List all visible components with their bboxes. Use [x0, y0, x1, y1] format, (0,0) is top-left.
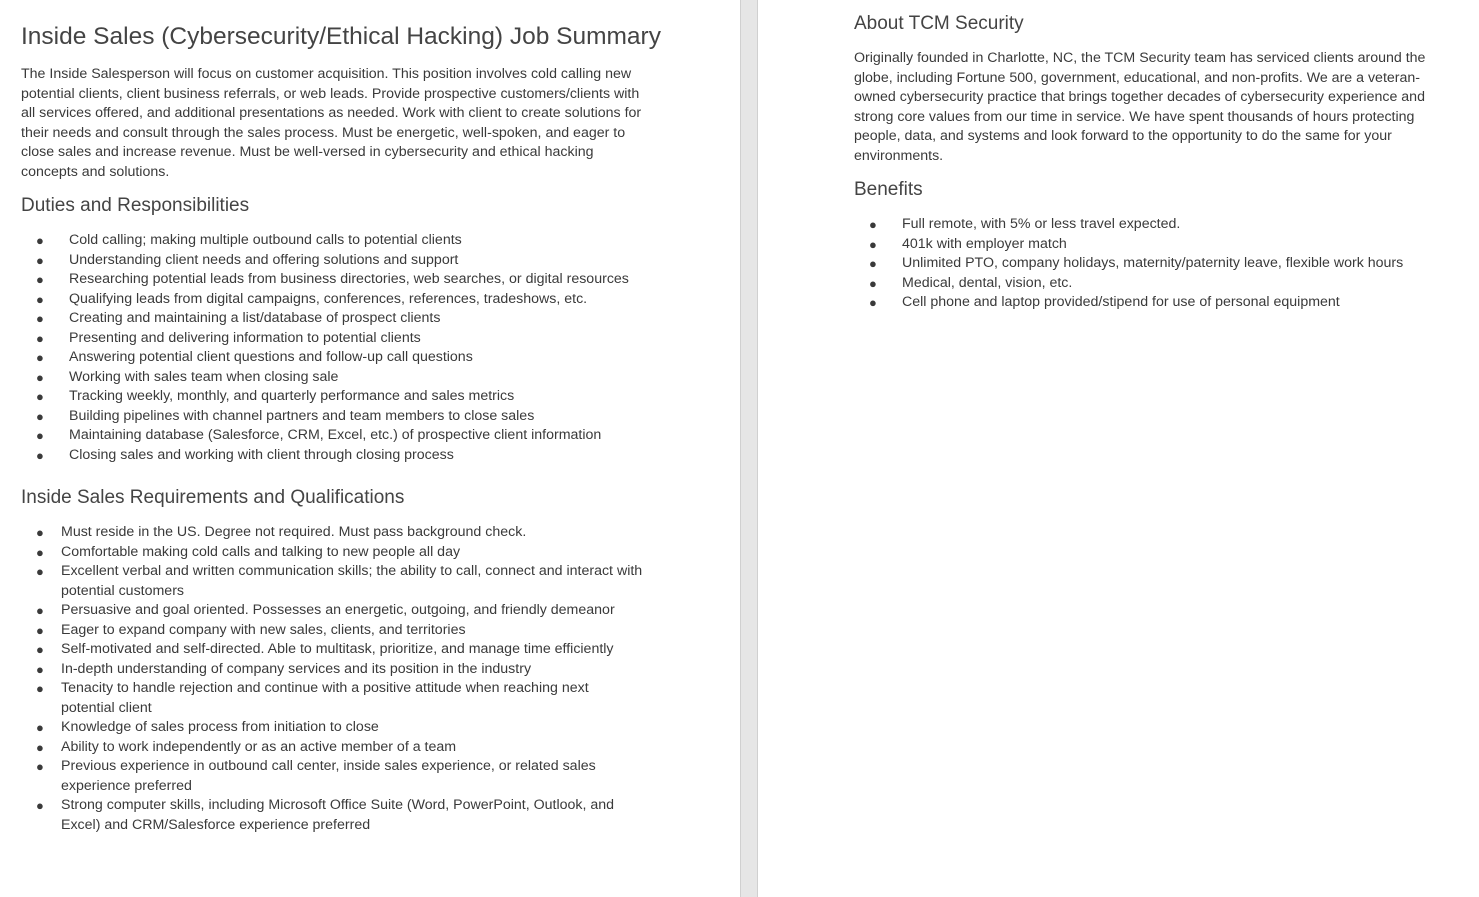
bullet-icon: ● [36, 272, 44, 287]
bullet-icon: ● [36, 681, 44, 696]
bullet-icon: ● [36, 661, 44, 677]
bullet-icon: ● [36, 525, 44, 540]
list-item: ● Medical, dental, vision, etc. [854, 274, 1454, 294]
list-item: ● Ability to work independently or as an active member of a team [21, 738, 646, 758]
bullet-icon: ● [36, 291, 44, 307]
requirements-heading: Inside Sales Requirements and Qualifications [21, 487, 405, 508]
requirements-list [21, 523, 646, 835]
benefits-heading: Benefits [854, 179, 923, 200]
bullet-icon: ● [36, 544, 44, 560]
list-item: ● Comfortable making cold calls and talking to new people all day [21, 543, 646, 563]
list-item: ● Answering potential client questions and follow-up call questions [21, 348, 681, 368]
list-item: ● Persuasive and goal oriented. Possesses an energetic, outgoing, and friendly demeanor [21, 601, 646, 621]
bullet-icon: ● [36, 447, 44, 463]
duties-heading: Duties and Responsibilities [21, 195, 250, 216]
job-summary-title: Inside Sales (Cybersecurity/Ethical Hacking) Job Summary [21, 23, 661, 50]
bullet-icon: ● [869, 295, 877, 310]
bullet-icon: ● [869, 236, 877, 252]
bullet-icon: ● [36, 428, 44, 443]
bullet-icon: ● [869, 275, 877, 291]
bullet-icon: ● [36, 798, 44, 813]
list-item: ● Cell phone and laptop provided/stipend for use of personal equipment [854, 293, 1454, 313]
list-item: ● Maintaining database (Salesforce, CRM, Excel, etc.) of prospective client information [21, 426, 681, 446]
list-item: ● Tracking weekly, monthly, and quarterly performance and sales metrics [21, 387, 681, 407]
list-item: ● Qualifying leads from digital campaigns, conferences, references, tradeshows, etc. [21, 290, 681, 310]
duties-list [21, 231, 681, 465]
list-item: ● Tenacity to handle rejection and continue with a positive attitude when reaching next potential client [36, 680, 589, 716]
bullet-icon: ● [36, 720, 44, 735]
bullet-icon: ● [36, 739, 44, 755]
bullet-icon: ● [36, 369, 44, 385]
list-item: ● Researching potential leads from business directories, web searches, or digital resources [21, 270, 681, 290]
list-item: ● Presenting and delivering information to potential clients [21, 329, 681, 349]
bullet-icon: ● [36, 311, 44, 326]
bullet-icon: ● [36, 408, 44, 424]
bullet-icon: ● [36, 233, 44, 248]
about-heading: About TCM Security [854, 13, 1024, 34]
bullet-icon: ● [36, 389, 44, 404]
bullet-icon: ● [36, 622, 44, 638]
bullet-icon: ● [36, 350, 44, 365]
list-item: ● 401k with employer match [854, 235, 1454, 255]
list-item: ● Self-motivated and self-directed. Able to multitask, prioritize, and manage time efficiently [21, 640, 646, 660]
list-item: ● Previous experience in outbound call center, inside sales experience, or related sales experience preferred [36, 758, 596, 794]
bullet-icon: ● [36, 759, 44, 774]
list-item: ● In-depth understanding of company services and its position in the industry [21, 660, 646, 680]
benefits-list [854, 215, 1454, 313]
list-item: ● Working with sales team when closing sale [21, 368, 681, 388]
bullet-icon: ● [36, 252, 44, 268]
bullet-icon: ● [36, 330, 44, 346]
list-item: ● Closing sales and working with client through closing process [21, 446, 681, 466]
list-item: ● Cold calling; making multiple outbound calls to potential clients [21, 231, 681, 251]
bullet-icon: ● [36, 564, 44, 579]
list-item: ● Strong computer skills, including Microsoft Office Suite (Word, PowerPoint, Outlook, and Excel) and CRM/Salesforce experience preferred [36, 797, 615, 833]
bullet-icon: ● [869, 256, 877, 271]
about-paragraph: Originally founded in Charlotte, NC, the TCM Security team has serviced clients around the globe, including Fortune 500, government, educational, and non-profits. We are a veteran-owned cybersecurity practice that brings together decades of cybersecurity experience and strong core values from our time in service. We have spent thousands of hours protecting people, data, and systems and look forward to the opportunity to do the same for your environments. [854, 50, 1426, 164]
right-page [758, 0, 1479, 897]
list-item: ● Knowledge of sales process from initiation to close [21, 718, 646, 738]
list-item: ● Must reside in the US. Degree not required. Must pass background check. [21, 523, 646, 543]
bullet-icon: ● [36, 642, 44, 657]
job-summary-paragraph: The Inside Salesperson will focus on customer acquisition. This position involves cold calling new potential clients, client business referrals, or web leads. Provide prospective customers/clients with all services offered, and additional presentations as needed. Work with client to create solutions for their needs and consult through the sales process. Must be energetic, well-spoken, and eager to close sales and increase revenue. Must be well-versed in cybersecurity and ethical hacking concepts and solutions. [21, 66, 642, 180]
bullet-icon: ● [36, 603, 44, 618]
list-item: ● Creating and maintaining a list/database of prospect clients [21, 309, 681, 329]
list-item: ● Full remote, with 5% or less travel expected. [854, 215, 1454, 235]
bullet-icon: ● [869, 217, 877, 232]
list-item: ● Unlimited PTO, company holidays, maternity/paternity leave, flexible work hours [854, 254, 1454, 274]
list-item: ● Understanding client needs and offering solutions and support [21, 251, 681, 271]
list-item: ● Excellent verbal and written communication skills; the ability to call, connect and interact with potential customers [36, 563, 643, 599]
list-item: ● Eager to expand company with new sales, clients, and territories [21, 621, 646, 641]
page-gutter [740, 0, 758, 897]
list-item: ● Building pipelines with channel partners and team members to close sales [21, 407, 681, 427]
